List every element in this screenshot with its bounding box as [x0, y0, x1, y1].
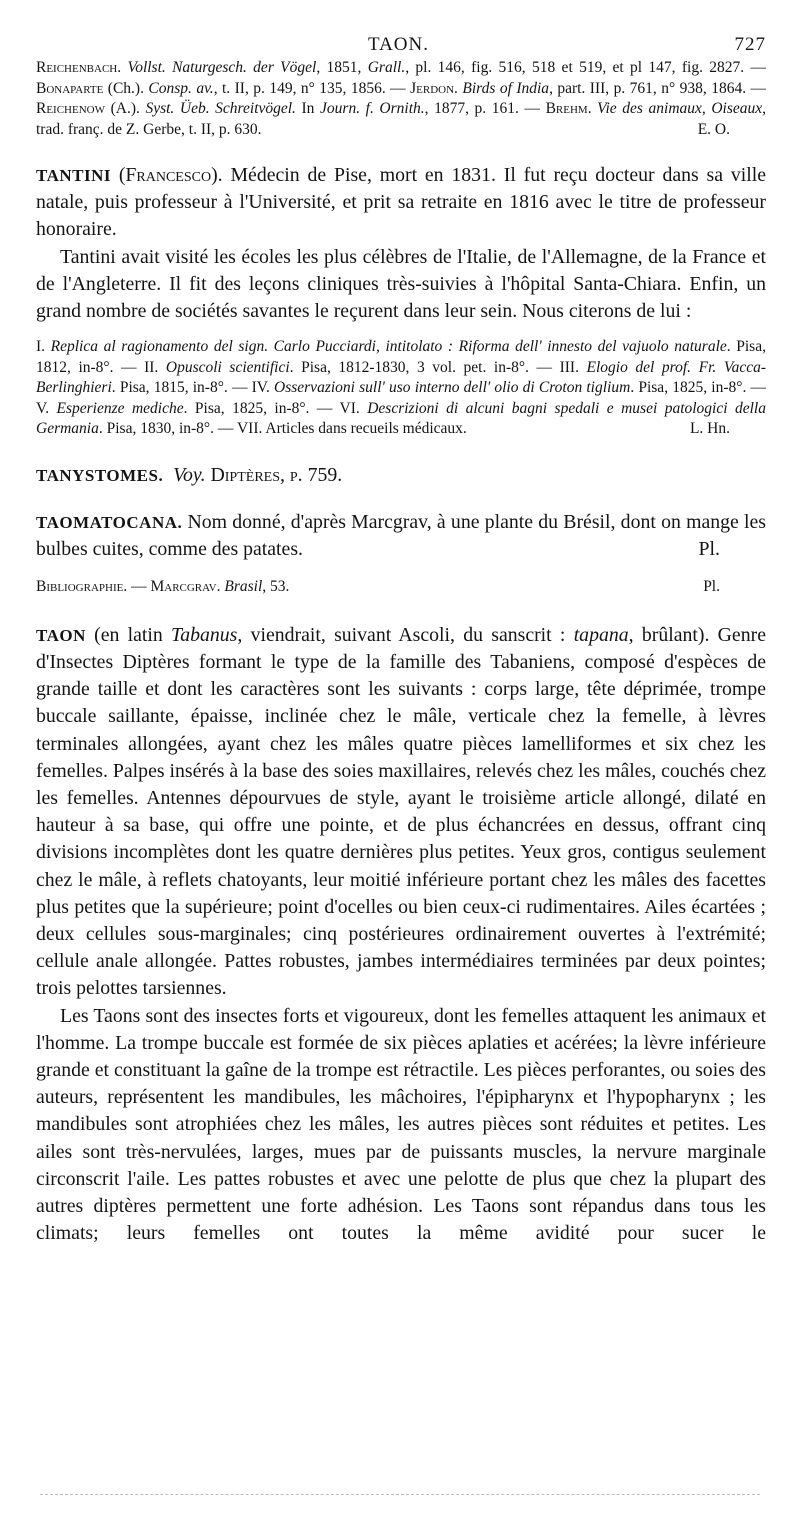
- running-title: TAON.: [368, 34, 429, 55]
- author-signature: E. O.: [697, 120, 730, 138]
- bibliography-line: Bibliographie. — Marcgrav. Brasil, 53. Pl.: [36, 577, 766, 598]
- footer-rule: [40, 1494, 760, 1495]
- running-header: [36, 30, 766, 58]
- works-list: I. Replica al ragionamento del sign. Carlo Pucciardi, intitolato : Riforma dell' innesto del vajuolo naturale. Pisa, 1812, in-8°. — II. Opuscoli scientifici. Pisa, 1812-1830, 3 vol. pet. in-8°. — III. Elogio del prof. Fr. Vacca-Berlinghieri. Pisa, 1815, in-8°. — IV. Osservazioni sull' uso interno dell' olio di Croton tiglium. Pisa, 1825, in-8°. — V. Esperienze mediche. Pisa, 1825, in-8°. — VI. Descrizioni di alcuni bagni spedali e musei patologici della Germania. Pisa, 1830, in-8°. — VII. Articles dans recueils médicaux. L. Hn.: [36, 337, 766, 440]
- entry-tanystomes: TANYSTOMES. Voy. Diptères, p. 759.: [36, 463, 343, 486]
- author-signature: Pl.: [698, 538, 720, 561]
- bibliography-block: Reichenbach. Vollst. Naturgesch. der Vögel, 1851, Grall., pl. 146, fig. 516, 518 et 519, et pl 147, fig. 2827. — Bonaparte (Ch.). Consp. av., t. II, p. 149, n° 135, 1856. — Jerdon. Birds of India, part. III, p. 761, n° 938, 1864. — Reichenow (A.). Syst. Üeb. Schreitvögel. In Journ. f. Ornith., 1877, p. 161. — Brehm. Vie des animaux, Oiseaux, trad. franç. de Z. Gerbe, t. II, p. 630. E. O.: [36, 58, 766, 140]
- author-signature: Pl.: [703, 578, 720, 596]
- entry-headword: TANYSTOMES.: [36, 465, 164, 485]
- page: [36, 30, 766, 1248]
- page-number: 727: [734, 34, 766, 55]
- author-signature: L. Hn.: [689, 420, 730, 438]
- entry-headword: TAOMATOCANA.: [36, 512, 183, 532]
- entry-headword: TANTINI: [36, 166, 111, 185]
- paragraph: Tantini avait visité les écoles les plus célèbres de l'Italie, de l'Allemagne, de la France et de l'Angleterre. Il fit des leçons cliniques très-suivies à l'hôpital Santa-Chiara. Enfin, un grand nombre de sociétés savantes le reçurent dans leur sein. Nous citerons de lui :: [36, 245, 766, 323]
- entry-tantini: TANTINI (Francesco). Médecin de Pise, mort en 1831. Il fut reçu docteur dans sa ville natale, puis professeur à l'Université, et prit sa retraite en 1816 avec le titre de professeur honoraire.: [36, 164, 766, 241]
- paragraph: Les Taons sont des insectes forts et vigoureux, dont les femelles attaquent les animaux et l'homme. La trompe buccale est formée de six pièces aplaties et acérées; la lèvre inférieure grande et constituant la gaîne de la trompe est rétractile. Les pièces perforantes, ou soies des auteurs, représentent les mandibules, les mâchoires, l'épipharynx et l'hypopharynx ; les mandibules sont atrophiées chez les mâles, les autres pièces sont réduites et petites. Les ailes sont très-nervulées, larges, mues par de puissants muscles, la nervure marginale circonscrit l'aile. Les pattes robustes et avec une pelotte de plus que chez la plupart des autres diptères permettent une forte adhésion. Les Taons sont répandus dans tous les climats; leurs femelles ont toutes la même avidité pour sucer le: [36, 1004, 766, 1245]
- entry-taon: TAON (en latin Tabanus, viendrait, suivant Ascoli, du sanscrit : tapana, brûlant). Genre d'Insectes Diptères formant le type de la famille des Tabaniens, composé d'espèces de grande taille et dont les caractères sont les suivants : corps large, tête déprimée, trompe buccale saillante, épaisse, inclinée chez le mâle, verticale chez la femelle, à lèvres terminales allongées, ayant chez les mâles quatre pièces lamelliformes et six chez les femelles. Palpes insérés à la base des soies maxillaires, relevés chez les mâles, couchés chez les femelles. Antennes dépourvues de style, ayant le troisième article allongé, dilaté en hauteur à sa base, qui offre une pointe, et de plus échancrées en dessus, offrant cinq divisions incomplètes dont les quatre dernières plus petites. Yeux gros, contigus seulement chez le mâle, à reflets chatoyants, leur moitié inférieure portant chez les mâles des facettes plus petites que la supérieure; point d'ocelles ou bien ceux-ci rudimentaires. Ailes écartées ; deux cellules sous-marginales; cinq postérieures ordinairement ouvertes à l'extrémité; cellule anale allongée. Pattes robustes, jambes intermédiaires terminées par deux pointes; trois pelottes tarsiennes.: [36, 623, 766, 1000]
- entry-taomatocana: TAOMATOCANA. Nom donné, d'après Marcgrav, à une plante du Brésil, dont on mange les bulbes cuites, comme des patates. Pl.: [36, 509, 766, 563]
- entry-headword: TAON: [36, 625, 86, 645]
- cross-reference: Diptères, p. 759.: [210, 463, 343, 486]
